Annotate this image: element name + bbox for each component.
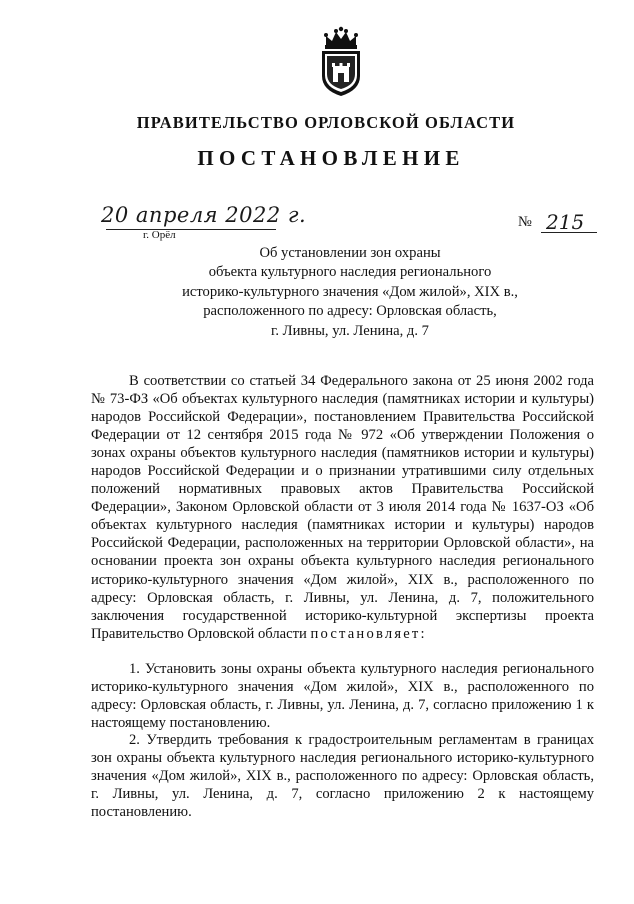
government-name: ПРАВИТЕЛЬСТВО ОРЛОВСКОЙ ОБЛАСТИ [136, 113, 516, 132]
handwritten-date: 20 апреля 2022 г. [101, 203, 307, 227]
item-2-paragraph [91, 731, 594, 821]
title-line: Об установлении зон охраны [259, 245, 441, 261]
item-2-text: 2. Утвердить требования к градостроительным регламентам в границах зон охраны объекта культурного наследия регионального историко-культурного значения «Дом жилой», XIX в., расположенного по адресу: Орловская область, г. Ливны, ул. Ленина, д. 7, согласно приложению 2 к настоящему постановлению. [91, 732, 594, 821]
item-1-text: 1. Установить зоны охраны объекта культурного наследия регионального историко-культурного значения «Дом жилой», XIX в., расположенного по адресу: Орловская область, г. Ливны, ул. Ленина, д. 7, согласно приложению 1 к настоящему постановлению. [91, 661, 594, 732]
number-underline [541, 232, 597, 233]
city-label: г. Орёл [143, 229, 176, 241]
handwritten-number: 215 [546, 210, 585, 234]
title-line: объекта культурного наследия регионального [208, 264, 492, 281]
document-title [150, 244, 550, 341]
preamble-paragraph [91, 372, 594, 643]
number-label: № [518, 214, 532, 230]
item-1-paragraph [91, 660, 594, 732]
date-underline [106, 229, 276, 230]
title-line: историко-культурного значения «Дом жилой», XIX в., [182, 283, 518, 300]
preamble-text: В соответствии со статьей 34 Федерального закона от 25 июня 2002 года № 73-ФЗ «Об объектах культурного наследия (памятниках истории и культуры) народов Российской Федерации», постановлением Правительства Российской Федерации от 12 сентября 2015 года № 972 «Об утверждении Положения о зонах охраны объектов культурного наследия (памятников истории и культуры) народов Российской Федерации и о признании утратившими силу отдельных положений нормативных правовых актов Правительства Российской Федерации», Законом Орловской области от 3 июля 2014 года № 1637-ОЗ «Об объектах культурного наследия (памятниках истории и культуры) народов Российской Федерации, расположенных на территории Орловской области», на основании проекта зон охраны объекта культурного наследия регионального историко-культурного значения «Дом жилой», XIX в., расположенного по адресу: Орловская область, г. Ливны, ул. Ленина, д. 7, положительного заключения государственной историко-культурной экспертизы проекта Правительство Орловской области [91, 373, 594, 642]
orel-oblast-coat-of-arms-icon [318, 26, 364, 98]
document-type: ПОСТАНОВЛЕНИЕ [197, 146, 465, 170]
title-line: расположенного по адресу: Орловская область, [203, 303, 497, 320]
title-line: г. Ливны, ул. Ленина, д. 7 [271, 322, 429, 339]
resolve-word: постановляет: [310, 625, 427, 642]
